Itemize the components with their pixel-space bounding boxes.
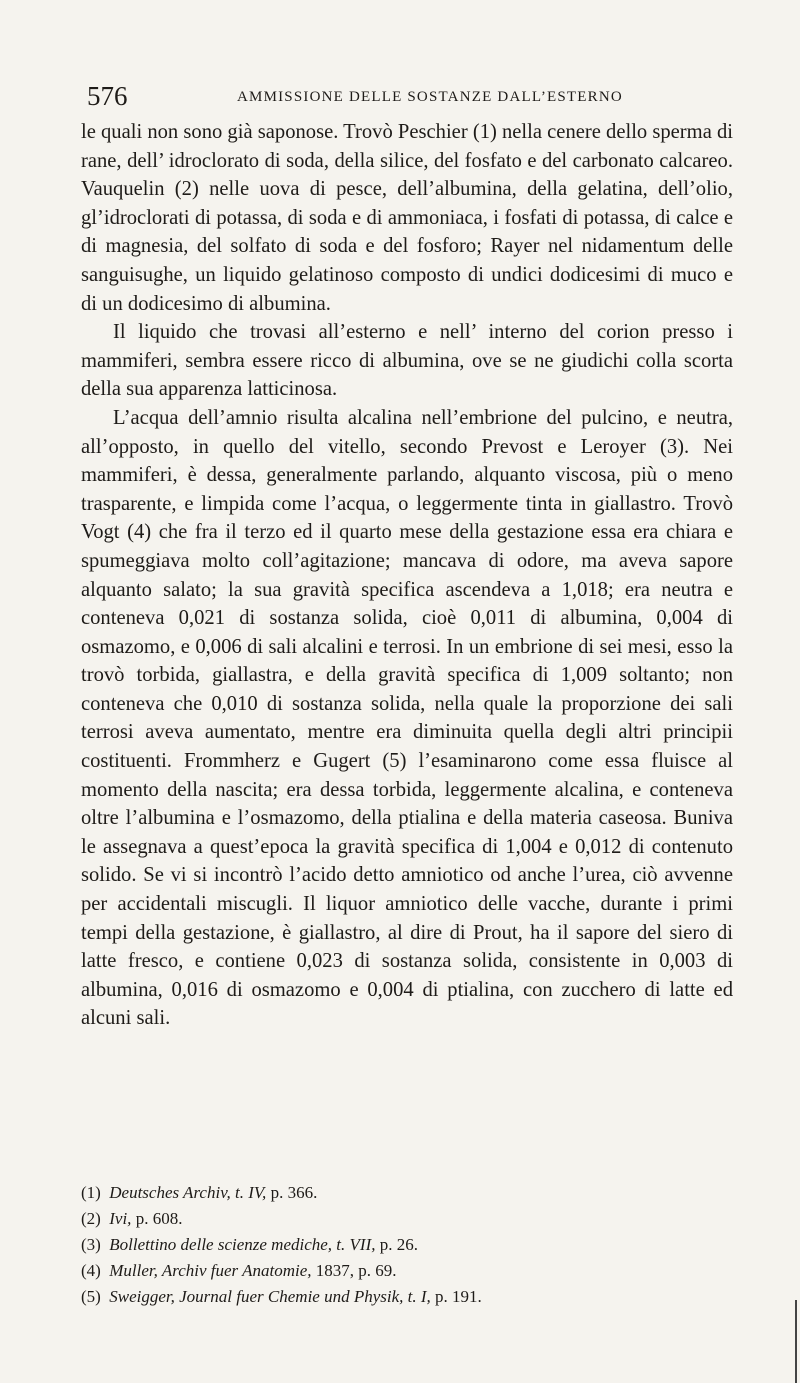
paragraph-3: L’acqua dell’amnio risulta alcalina nell’embrione del pulcino, e neutra, all’opposto, in quello del vitello, secondo Prevost e Leroyer (3). Nei mammiferi, è dessa, generalmente parlando, alquanto viscosa, più o meno trasparente, e limpida come l’acqua, o leggermente tinta in giallastro. Trovò Vogt (4) che fra il terzo ed il quarto mese della gestazione essa era chiara e spumeggiava molto coll’agitazione; mancava di odore, ma aveva sapore alquanto salato; la sua gravità specifica ascendeva a 1,018; era neutra e conteneva 0,021 di sostanza solida, cioè 0,011 di albumina, 0,004 di osmazomo, e 0,006 di sali alcalini e terrosi. In un embrione di sei mesi, esso la trovò torbida, giallastra, e della gravità specifica di 1,009 soltanto; non conteneva che 0,010 di sostanza solida, nella quale la proporzione dei sali terrosi aveva aumentato, mentre era diminuita quella degli altri principii costituenti. Frommherz e Gugert (5) l’esaminarono come essa fluisce al momento della nascita; era dessa torbida, leggermente alcalina, e conteneva oltre l’albumina e l’osmazomo, della ptialina e della materia caseosa. Buniva le assegnava a quest’epoca la gravità specifica di 1,004 e 0,012 di contenuto solido. Se vi si incontrò l’acido detto amniotico od anche l’urea, ciò avvenne per accidentali miscugli. Il liquor amniotico delle vacche, durante i primi tempi della gestazione, è giallastro, al dire di Prout, ha il sapore del siero di latte fresco, e contiene 0,023 di sostanza solida, consistente in 0,003 di albumina, 0,016 di osmazomo e 0,004 di ptialina, con zucchero di latte ed alcuni sali. [81, 406, 733, 1030]
footnote-3 [81, 1232, 733, 1258]
page-number: 576 [87, 81, 128, 111]
footnote-page: p. 26. [375, 1235, 418, 1254]
footnote-page: 1837, p. 69. [311, 1261, 397, 1280]
footnotes [81, 1180, 733, 1310]
footnote-source: Bollettino delle scienze mediche, t. VII, [109, 1235, 376, 1254]
body-text [81, 118, 733, 1033]
footnote-page: p. 366. [266, 1183, 318, 1202]
footnote-page: p. 608. [131, 1209, 183, 1228]
footnote-source: Deutsches Archiv, t. IV, [109, 1183, 267, 1202]
footnote-source: Ivi, [109, 1209, 132, 1228]
paragraph-2: Il liquido che trovasi all’esterno e nell’ interno del corion presso i mammiferi, sembra essere ricco di albumina, ove se ne giudichi colla scorta della sua apparenza latticinosa. [81, 321, 733, 401]
footnote-source: Sweigger, Journal fuer Chemie und Physik, t. I, [109, 1287, 431, 1306]
footnote-number: (2) [81, 1209, 101, 1228]
footnote-number: (5) [81, 1287, 101, 1306]
page-edge-mark [795, 1300, 797, 1383]
footnote-number: (4) [81, 1261, 101, 1280]
footnote-page: p. 191. [430, 1287, 482, 1306]
footnote-1 [81, 1180, 733, 1206]
footnote-4 [81, 1258, 733, 1284]
footnote-5 [81, 1284, 733, 1310]
paragraph-1: le quali non sono già saponose. Trovò Peschier (1) nella cenere dello sperma di rane, dell’ idroclorato di soda, della silice, del fosfato e del carbonato calcareo. Vauquelin (2) nelle uova di pesce, dell’albumina, della gelatina, dell’olio, gl’idroclorati di potassa, di soda e di ammoniaca, i fosfati di potassa, di calce e di magnesia, del solfato di soda e del fosforo; Rayer nel nidamentum delle sanguisughe, un liquido gelatinoso composto di undici dodicesimi di muco e di un dodicesimo di albumina. [81, 121, 733, 315]
footnote-number: (3) [81, 1235, 101, 1254]
footnote-number: (1) [81, 1183, 101, 1202]
page-header [87, 78, 727, 118]
footnote-2 [81, 1206, 733, 1232]
footnote-source: Muller, Archiv fuer Anatomie, [109, 1261, 312, 1280]
running-head: AMMISSIONE DELLE SOSTANZE DALL’ESTERNO [237, 89, 623, 105]
